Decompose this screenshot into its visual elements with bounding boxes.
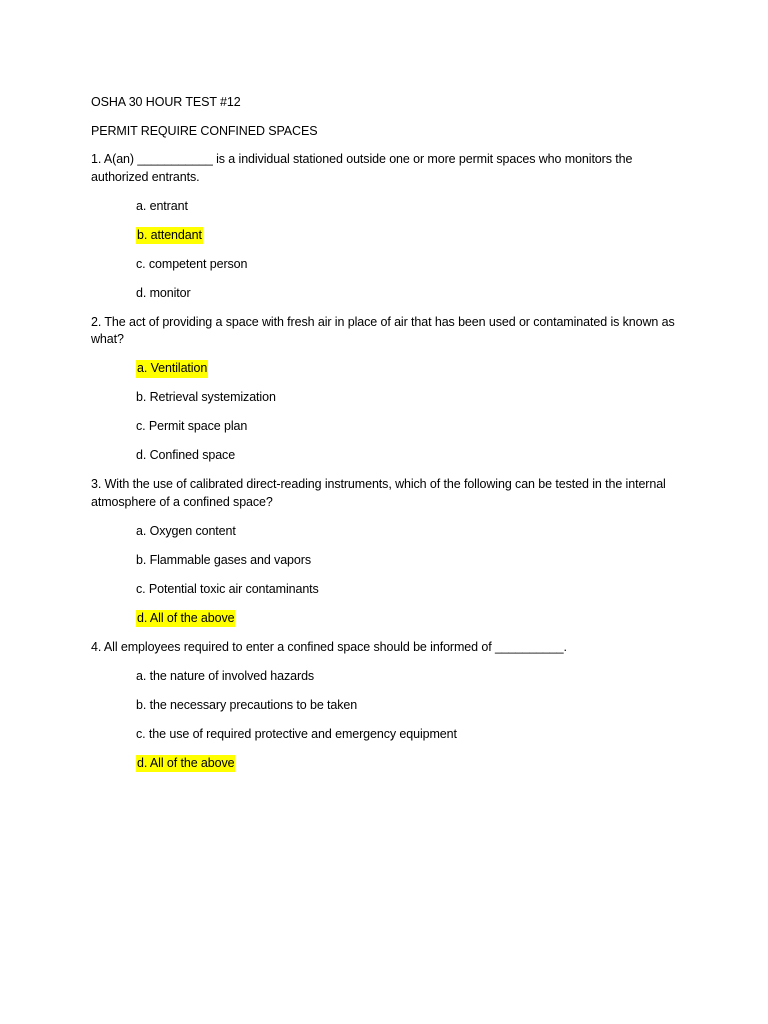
document-title: OSHA 30 HOUR TEST #12: [91, 95, 241, 109]
question-3: [91, 476, 691, 627]
question-text: 4. All employees required to enter a confined space should be informed of __________.: [91, 639, 567, 654]
answer-option: d. Confined space: [136, 448, 236, 462]
answer-option-highlighted: d. All of the above: [136, 610, 691, 628]
question-text: 1. A(an) ___________ is a individual stationed outside one or more permit spaces who monitors the authorized entrants.: [91, 152, 633, 184]
question-text: 2. The act of providing a space with fresh air in place of air that has been used or contaminated is known as what?: [91, 314, 675, 346]
question-text: 3. With the use of calibrated direct-reading instruments, which of the following can be tested in the internal atmosphere of a confined space?: [91, 477, 666, 509]
answer-option: d. monitor: [136, 285, 191, 300]
document-subtitle: PERMIT REQUIRE CONFINED SPACES: [91, 123, 318, 138]
question-4: [91, 639, 691, 773]
question-2: [91, 314, 691, 465]
answer-option: a. the nature of involved hazards: [136, 668, 315, 683]
answer-option: c. Permit space plan: [136, 419, 248, 433]
answer-option: c. Potential toxic air contaminants: [136, 581, 319, 596]
answer-option: c. the use of required protective and emergency equipment: [136, 726, 457, 741]
answer-option: b. Flammable gases and vapors: [136, 552, 311, 567]
answer-option: a. entrant: [136, 198, 188, 213]
answer-option-highlighted: d. All of the above: [136, 755, 691, 773]
question-1: [91, 151, 691, 302]
answer-option: b. the necessary precautions to be taken: [136, 697, 358, 712]
answer-option-highlighted: a. Ventilation: [136, 360, 691, 378]
answer-option: b. Retrieval systemization: [136, 390, 276, 404]
answer-option-highlighted: b. attendant: [136, 227, 691, 245]
document-content: [91, 94, 691, 784]
answer-option: c. competent person: [136, 256, 248, 271]
answer-option: a. Oxygen content: [136, 523, 236, 538]
